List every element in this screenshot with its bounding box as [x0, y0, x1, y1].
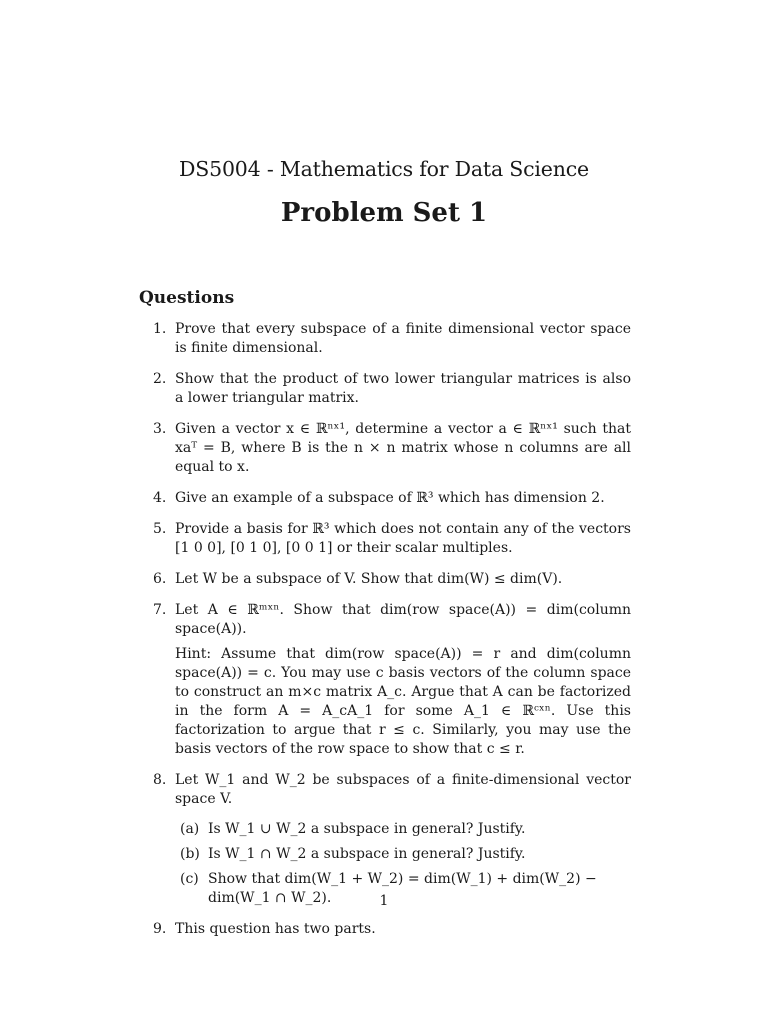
question-text: Let A ∈ ℝᵐˣⁿ. Show that dim(row space(A)) = dim(column space(A)). — [175, 602, 631, 637]
question-text: Provide a basis for ℝ³ which does not contain any of the vectors [1 0 0], [0 1 0], [0 0 1] or their scalar multiples. — [175, 521, 631, 556]
question-6 — [139, 570, 631, 589]
question-9 — [139, 920, 631, 939]
page-number: 1 — [379, 893, 389, 909]
question-4 — [139, 489, 631, 508]
question-number: 5. — [153, 521, 167, 537]
subquestion-text: Is W_1 ∩ W_2 a subspace in general? Justify. — [208, 846, 526, 862]
subquestion-label: (c) — [180, 871, 199, 887]
question-text: Prove that every subspace of a finite dimensional vector space is finite dimensional. — [175, 321, 631, 356]
section-heading: Questions — [139, 288, 235, 308]
subquestion-label: (b) — [180, 846, 200, 862]
question-text: Let W be a subspace of V. Show that dim(W) ≤ dim(V). — [175, 571, 563, 587]
question-text: Give an example of a subspace of ℝ³ which has dimension 2. — [175, 490, 605, 506]
subquestion-a — [175, 820, 631, 839]
course-title: DS5004 - Mathematics for Data Science — [179, 157, 589, 181]
question-text: This question has two parts. — [175, 921, 376, 937]
question-number: 1. — [153, 321, 167, 337]
question-text: Show that the product of two lower triangular matrices is also a lower triangular matrix. — [175, 371, 631, 406]
question-1 — [139, 320, 631, 358]
question-number: 2. — [153, 371, 167, 387]
question-number: 4. — [153, 490, 167, 506]
question-text: Let W_1 and W_2 be subspaces of a finite-dimensional vector space V. — [175, 772, 631, 807]
question-text: Given a vector x ∈ ℝⁿˣ¹, determine a vector a ∈ ℝⁿˣ¹ such that xaᵀ = B, where B is the n × n matrix whose n columns are all equal to x. — [175, 421, 631, 475]
question-3 — [139, 420, 631, 477]
page-title: Problem Set 1 — [280, 198, 488, 228]
question-number: 3. — [153, 421, 167, 437]
question-list — [139, 320, 631, 951]
question-5 — [139, 520, 631, 558]
subquestion-text: Show that dim(W_1 + W_2) = dim(W_1) + dim(W_2) − dim(W_1 ∩ W_2). — [208, 871, 597, 906]
question-7 — [139, 601, 631, 759]
question-number: 9. — [153, 921, 167, 937]
question-number: 8. — [153, 772, 167, 788]
question-8 — [139, 771, 631, 908]
question-hint: Hint: Assume that dim(row space(A)) = r and dim(column space(A)) = c. You may use c basis vectors of the column space to construct an m×c matrix A_c. Argue that A can be factorized in the form A = A_cA_1 for some A_1 ∈ ℝᶜˣⁿ. Use this factorization to argue that r ≤ c. Similarly, you may use the basis vectors of the row space to show that c ≤ r. — [175, 646, 631, 757]
question-number: 7. — [153, 602, 167, 618]
question-number: 6. — [153, 571, 167, 587]
subquestion-b — [175, 845, 631, 864]
question-2 — [139, 370, 631, 408]
subquestion-label: (a) — [180, 821, 200, 837]
subquestion-text: Is W_1 ∪ W_2 a subspace in general? Justify. — [208, 821, 526, 837]
